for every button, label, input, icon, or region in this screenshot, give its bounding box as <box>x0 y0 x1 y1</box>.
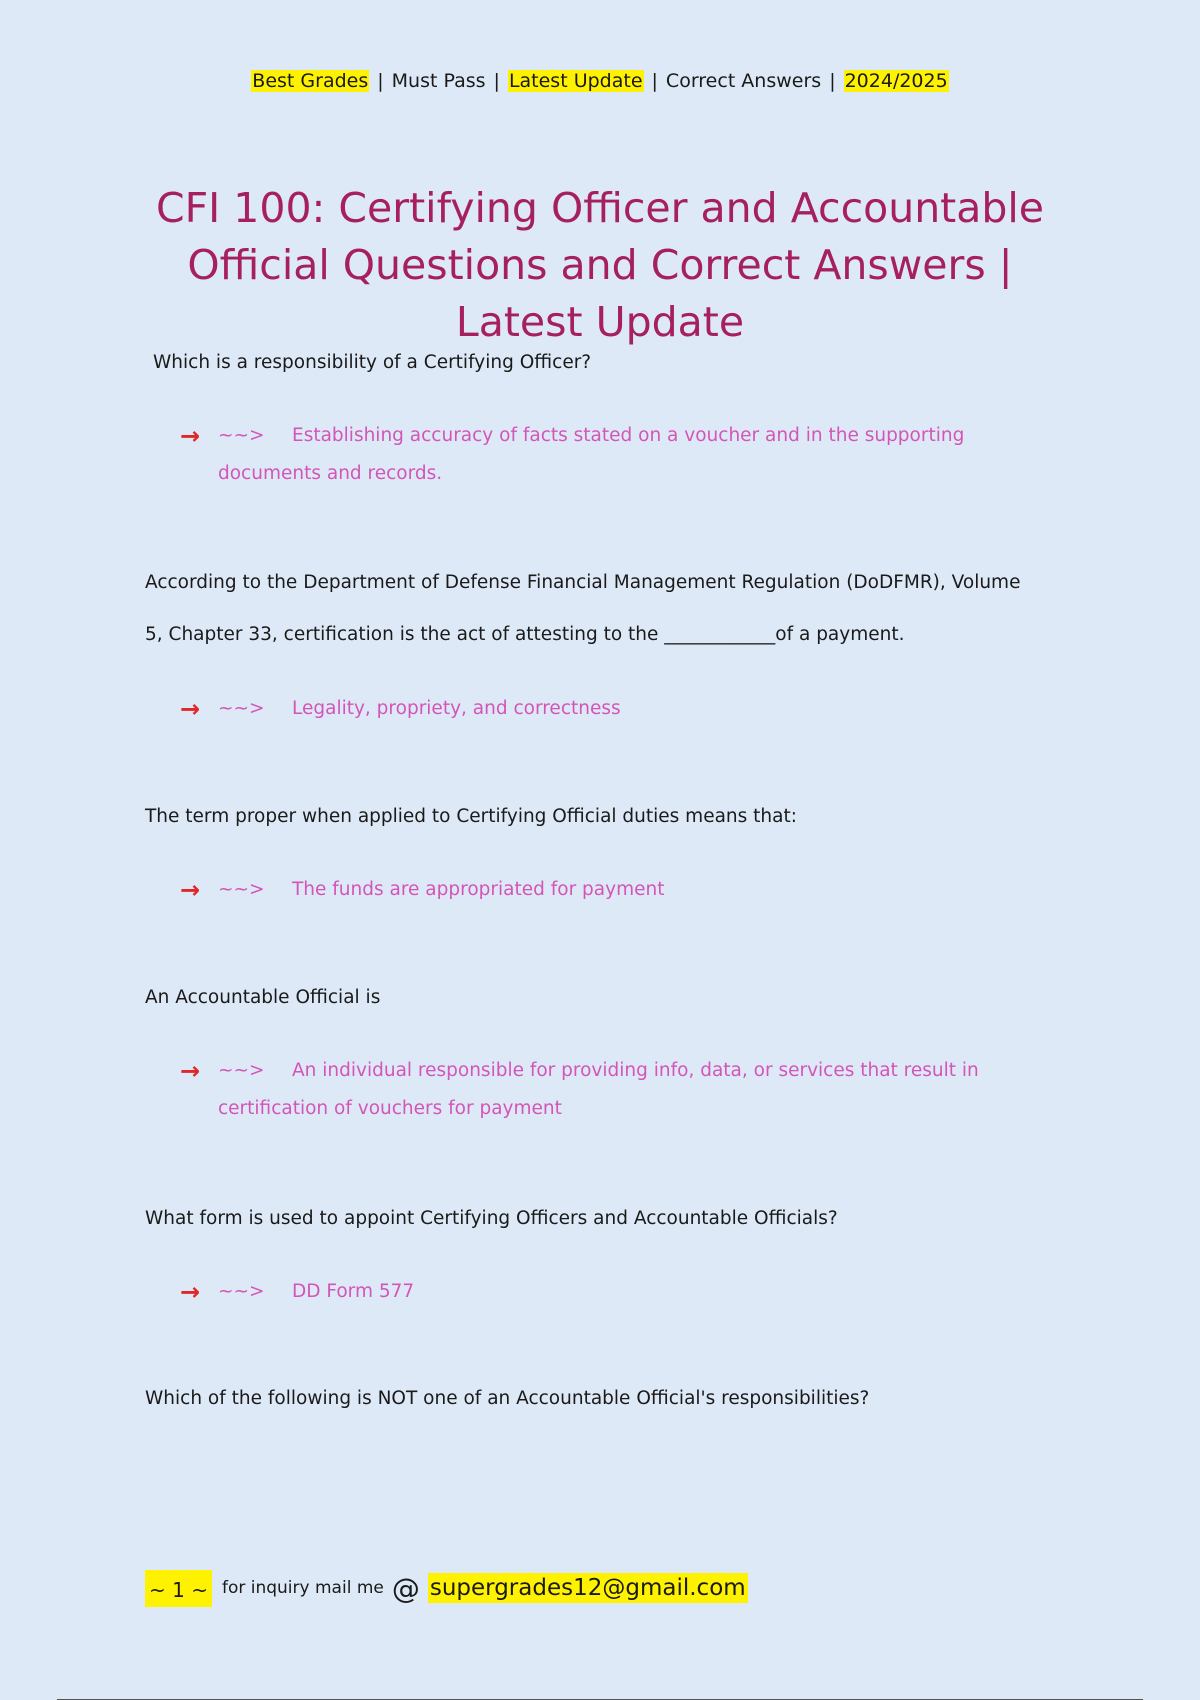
contact-email-link[interactable]: supergrades12@gmail.com <box>429 1575 746 1601</box>
question-3: The term proper when applied to Certifying Official duties means that: <box>145 806 797 827</box>
answer-text: Legality, propriety, and correctness <box>292 698 621 719</box>
question-1: Which is a responsibility of a Certifying Officer? <box>153 352 592 373</box>
tag-best-grades: Best Grades <box>252 70 369 92</box>
tag-correct-answers: Correct Answers <box>665 70 822 92</box>
at-icon: @ <box>391 1571 420 1605</box>
arrow-icon: → <box>180 695 201 723</box>
header-tagline <box>0 70 1200 92</box>
answer-prefix: ~~> <box>218 879 265 900</box>
answer-prefix: ~~> <box>218 1281 265 1302</box>
page-footer <box>145 1568 748 1608</box>
question-4: An Accountable Official is <box>145 987 381 1008</box>
tag-separator: | <box>377 70 384 92</box>
tag-must-pass: Must Pass <box>391 70 486 92</box>
tag-latest-update: Latest Update <box>508 70 643 92</box>
arrow-icon: → <box>180 876 201 904</box>
answer-4 <box>180 1052 1020 1128</box>
question-2-line-1: According to the Department of Defense Financial Management Regulation (DoDFMR), Volume <box>145 572 1021 593</box>
answer-3 <box>180 871 1020 909</box>
answer-1 <box>180 417 1020 493</box>
page-number: ~ 1 ~ <box>145 1570 212 1607</box>
answer-prefix: ~~> <box>218 698 265 719</box>
answer-text: Establishing accuracy of facts stated on a voucher and in the supporting documents and records. <box>218 425 965 484</box>
inquiry-text: for inquiry mail me <box>221 1578 384 1598</box>
tag-separator: | <box>651 70 658 92</box>
tag-separator: | <box>493 70 500 92</box>
answer-text: The funds are appropriated for payment <box>292 879 665 900</box>
answer-prefix: ~~> <box>218 425 265 446</box>
question-6: Which of the following is NOT one of an Accountable Official's responsibilities? <box>145 1388 870 1409</box>
answer-5 <box>180 1273 1020 1311</box>
arrow-icon: → <box>180 1057 201 1085</box>
arrow-icon: → <box>180 1278 201 1306</box>
answer-text: An individual responsible for providing info, data, or services that result in certification of vouchers for payment <box>218 1060 979 1119</box>
document-title: CFI 100: Certifying Officer and Accountable Official Questions and Correct Answers | Latest Update <box>155 184 1045 346</box>
answer-prefix: ~~> <box>218 1060 265 1081</box>
tag-year: 2024/2025 <box>844 70 948 92</box>
answer-text: DD Form 577 <box>292 1281 415 1302</box>
arrow-icon: → <box>180 422 201 450</box>
answer-2 <box>180 690 1020 728</box>
question-2-line-2: 5, Chapter 33, certification is the act of attesting to the ____________of a payment. <box>145 624 905 645</box>
question-5: What form is used to appoint Certifying Officers and Accountable Officials? <box>145 1208 838 1229</box>
tag-separator: | <box>829 70 836 92</box>
